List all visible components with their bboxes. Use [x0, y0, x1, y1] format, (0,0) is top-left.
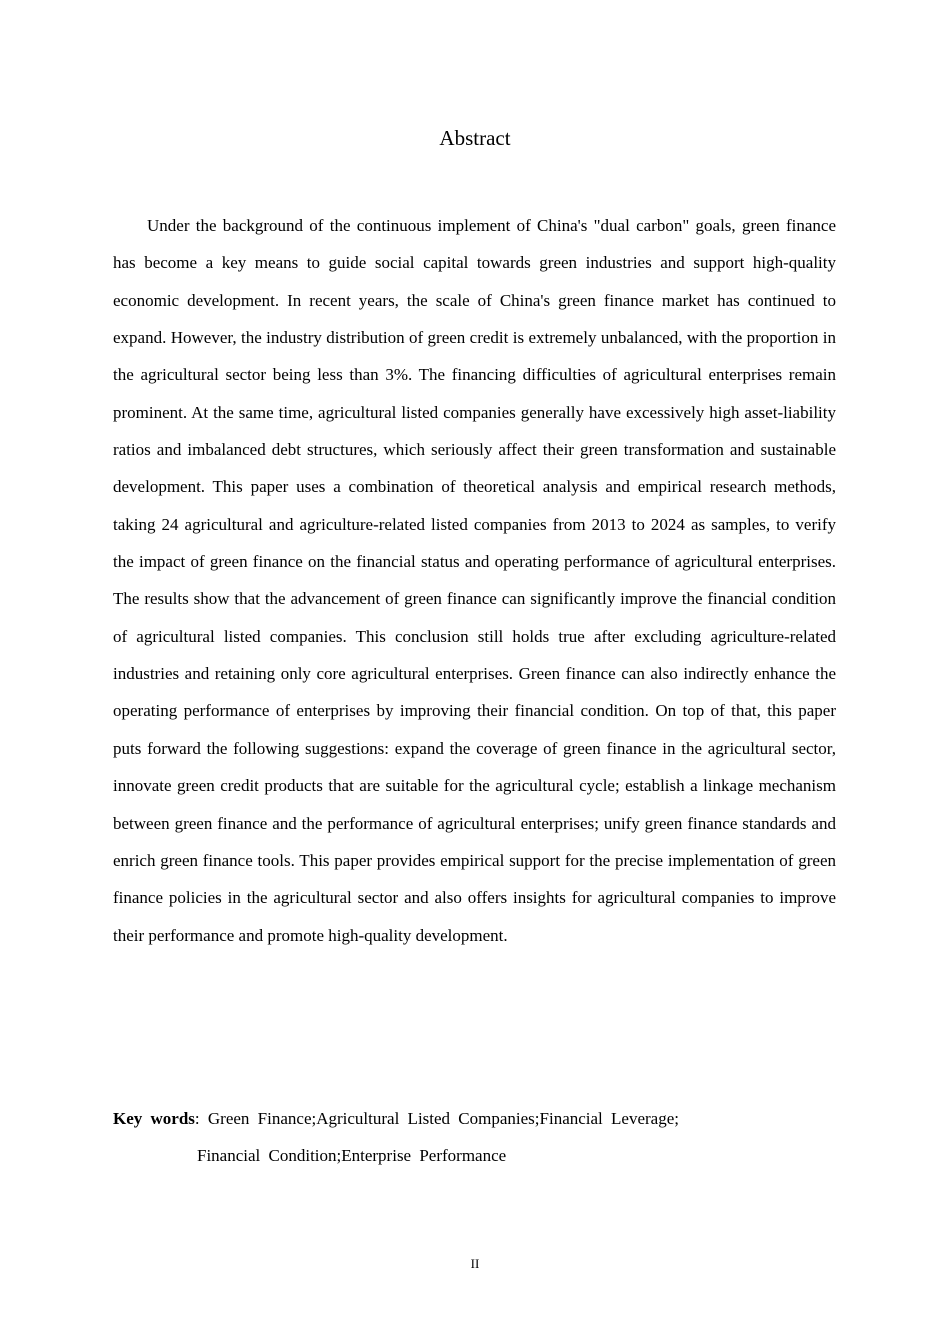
- abstract-title: Abstract: [439, 126, 511, 150]
- page-number: II: [470, 1256, 480, 1271]
- keywords-label: Key words: [113, 1109, 195, 1128]
- keywords-block: Key words: Green Finance;Agricultural Listed Companies;Financial Leverage; Financial Condition;Enterprise Performance: [113, 1100, 836, 1174]
- keywords-line-2: Financial Condition;Enterprise Performance: [197, 1146, 507, 1165]
- keywords-line-1: Green Finance;Agricultural Listed Companies;Financial Leverage;: [207, 1109, 679, 1128]
- abstract-body: Under the background of the continuous implement of China's "dual carbon" goals, green finance has become a key means to guide social capital towards green industries and support high-quality economic development. In recent years, the scale of China's green finance market has continued to expand. However, the industry distribution of green credit is extremely unbalanced, with the proportion in the agricultural sector being less than 3%. The financing difficulties of agricultural enterprises remain prominent. At the same time, agricultural listed companies generally have excessively high asset-liability ratios and imbalanced debt structures, which seriously affect their green transformation and sustainable development. This paper uses a combination of theoretical analysis and empirical research methods, taking 24 agricultural and agriculture-related listed companies from 2013 to 2024 as samples, to verify the impact of green finance on the financial status and operating performance of agricultural enterprises. The results show that the advancement of green finance can significantly improve the financial condition of agricultural listed companies. This conclusion still holds true after excluding agriculture-related industries and retaining only core agricultural enterprises. Green finance can also indirectly enhance the operating performance of enterprises by improving their financial condition. On top of that, this paper puts forward the following suggestions: expand the coverage of green finance in the agricultural sector, innovate green credit products that are suitable for the agricultural cycle; establish a linkage mechanism between green finance and the performance of agricultural enterprises; unify green finance standards and enrich green finance tools. This paper provides empirical support for the precise implementation of green finance policies in the agricultural sector and also offers insights for agricultural companies to improve their performance and promote high-quality development.: [113, 216, 836, 945]
